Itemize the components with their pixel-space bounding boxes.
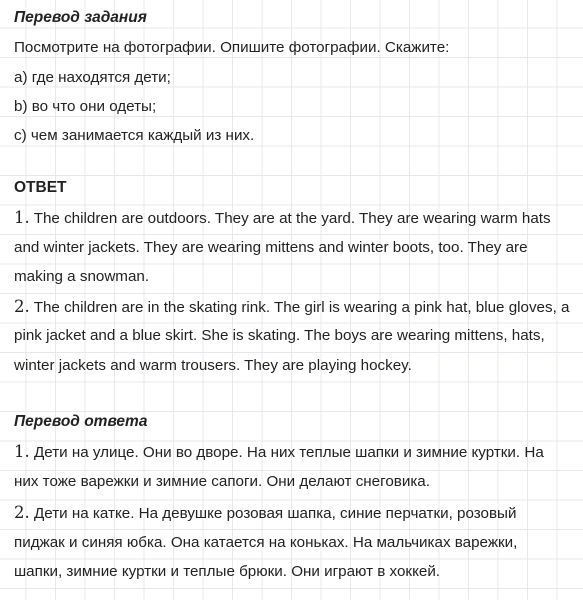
task-line: a) где находятся дети; — [14, 69, 171, 86]
answer-paragraph-line — [14, 297, 579, 318]
item-number: 1. — [14, 208, 30, 227]
answer-paragraph-line: and winter jackets. They are wearing mittens and winter boots, too. They are — [14, 239, 528, 256]
task-line: Посмотрите на фотографии. Опишите фотографии. Скажите: — [14, 39, 450, 56]
item-number: 2. — [14, 503, 30, 522]
translation-text: Дети на катке. На девушке розовая шапка, синие перчатки, розовый — [29, 505, 517, 522]
answer-paragraph-line: winter jackets and warm trousers. They are playing hockey. — [14, 357, 412, 374]
translation-paragraph-line — [14, 503, 579, 524]
translation-paragraph-line: шапки, зимние куртки и теплые брюки. Они играют в хоккей. — [14, 563, 441, 580]
answer-paragraph-line — [14, 208, 579, 229]
answer-paragraph-line: making a snowman. — [14, 268, 150, 285]
task-heading: Перевод задания — [14, 9, 147, 26]
answer-text: The children are in the skating rink. The girl is wearing a pink hat, blue gloves, a — [29, 299, 570, 316]
task-line: b) во что они одеты; — [14, 98, 157, 115]
item-number: 2. — [14, 297, 30, 316]
task-line: c) чем занимается каждый из них. — [14, 127, 255, 144]
translation-text: Дети на улице. Они во дворе. На них теплые шапки и зимние куртки. На — [29, 444, 544, 461]
translation-heading: Перевод ответа — [14, 413, 148, 430]
answer-text: The children are outdoors. They are at the yard. They are wearing warm hats — [29, 210, 551, 227]
translation-paragraph-line: них тоже варежки и зимние сапоги. Они делают снеговика. — [14, 473, 430, 490]
translation-paragraph-line: пиджак и синяя юбка. Она катается на коньках. На мальчиках варежки, — [14, 534, 518, 551]
answer-paragraph-line: pink jacket and a blue skirt. She is skating. The boys are wearing mittens, hats, — [14, 327, 545, 344]
answer-heading: ОТВЕТ — [14, 179, 67, 196]
translation-paragraph-line — [14, 442, 579, 463]
item-number: 1. — [14, 442, 30, 461]
